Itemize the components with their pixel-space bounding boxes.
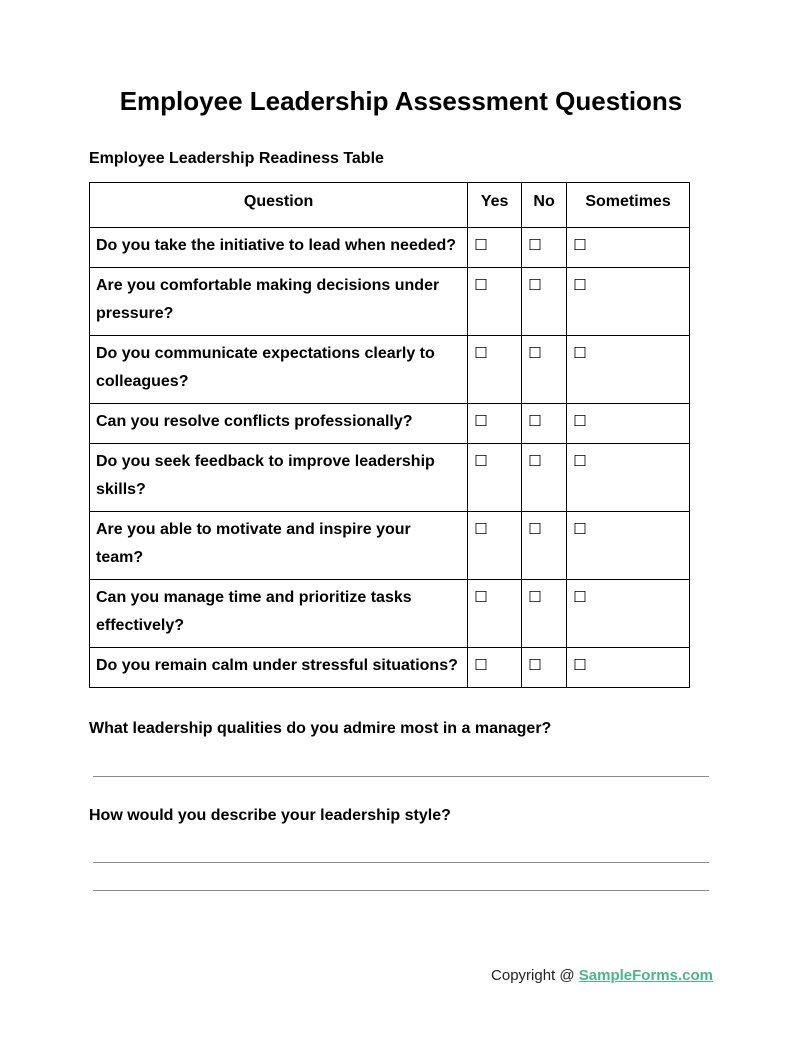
- table-row: [90, 268, 690, 336]
- header-no: No: [522, 183, 567, 228]
- table-row: [90, 512, 690, 580]
- sometimes-checkbox[interactable]: ☐: [573, 412, 587, 430]
- yes-checkbox[interactable]: ☐: [474, 236, 488, 254]
- answer-line[interactable]: [93, 862, 709, 863]
- page-title: Employee Leadership Assessment Questions: [119, 86, 683, 116]
- question-cell: Are you able to motivate and inspire your team?: [90, 512, 468, 580]
- yes-checkbox[interactable]: ☐: [474, 656, 488, 674]
- no-checkbox[interactable]: ☐: [528, 656, 542, 674]
- question-cell: Do you take the initiative to lead when needed?: [90, 228, 468, 268]
- header-sometimes: Sometimes: [567, 183, 690, 228]
- copyright-text: Copyright @: [491, 967, 579, 984]
- no-checkbox[interactable]: ☐: [528, 276, 542, 294]
- yes-checkbox[interactable]: ☐: [474, 520, 488, 538]
- answer-line[interactable]: [93, 890, 709, 891]
- yes-checkbox[interactable]: ☐: [474, 452, 488, 470]
- question-cell: Are you comfortable making decisions under pressure?: [90, 268, 468, 336]
- table-title: Employee Leadership Readiness Table: [89, 150, 384, 167]
- question-cell: Can you manage time and prioritize tasks effectively?: [90, 580, 468, 648]
- table-row: [90, 336, 690, 404]
- table-row: [90, 404, 690, 444]
- question-cell: Do you seek feedback to improve leadership skills?: [90, 444, 468, 512]
- question-leadership-style: How would you describe your leadership style?: [89, 807, 451, 824]
- sometimes-checkbox[interactable]: ☐: [573, 276, 587, 294]
- header-question: Question: [90, 183, 468, 228]
- question-cell: Do you remain calm under stressful situations?: [90, 648, 468, 688]
- no-checkbox[interactable]: ☐: [528, 236, 542, 254]
- copyright-footer: [491, 966, 713, 986]
- yes-checkbox[interactable]: ☐: [474, 276, 488, 294]
- yes-checkbox[interactable]: ☐: [474, 412, 488, 430]
- yes-checkbox[interactable]: ☐: [474, 344, 488, 362]
- question-cell: Can you resolve conflicts professionally?: [90, 404, 468, 444]
- sampleforms-link[interactable]: SampleForms.com: [578, 967, 713, 984]
- no-checkbox[interactable]: ☐: [528, 520, 542, 538]
- question-admired-qualities: What leadership qualities do you admire most in a manager?: [89, 720, 552, 737]
- table-header-row: [90, 183, 690, 228]
- answer-line[interactable]: [93, 776, 709, 777]
- sometimes-checkbox[interactable]: ☐: [573, 344, 587, 362]
- sometimes-checkbox[interactable]: ☐: [573, 236, 587, 254]
- assessment-table: [89, 182, 690, 688]
- no-checkbox[interactable]: ☐: [528, 452, 542, 470]
- question-cell: Do you communicate expectations clearly to colleagues?: [90, 336, 468, 404]
- table-row: [90, 228, 690, 268]
- no-checkbox[interactable]: ☐: [528, 412, 542, 430]
- no-checkbox[interactable]: ☐: [528, 588, 542, 606]
- table-row: [90, 648, 690, 688]
- sometimes-checkbox[interactable]: ☐: [573, 520, 587, 538]
- table-row: [90, 580, 690, 648]
- no-checkbox[interactable]: ☐: [528, 344, 542, 362]
- sometimes-checkbox[interactable]: ☐: [573, 588, 587, 606]
- sometimes-checkbox[interactable]: ☐: [573, 656, 587, 674]
- yes-checkbox[interactable]: ☐: [474, 588, 488, 606]
- header-yes: Yes: [468, 183, 522, 228]
- table-row: [90, 444, 690, 512]
- sometimes-checkbox[interactable]: ☐: [573, 452, 587, 470]
